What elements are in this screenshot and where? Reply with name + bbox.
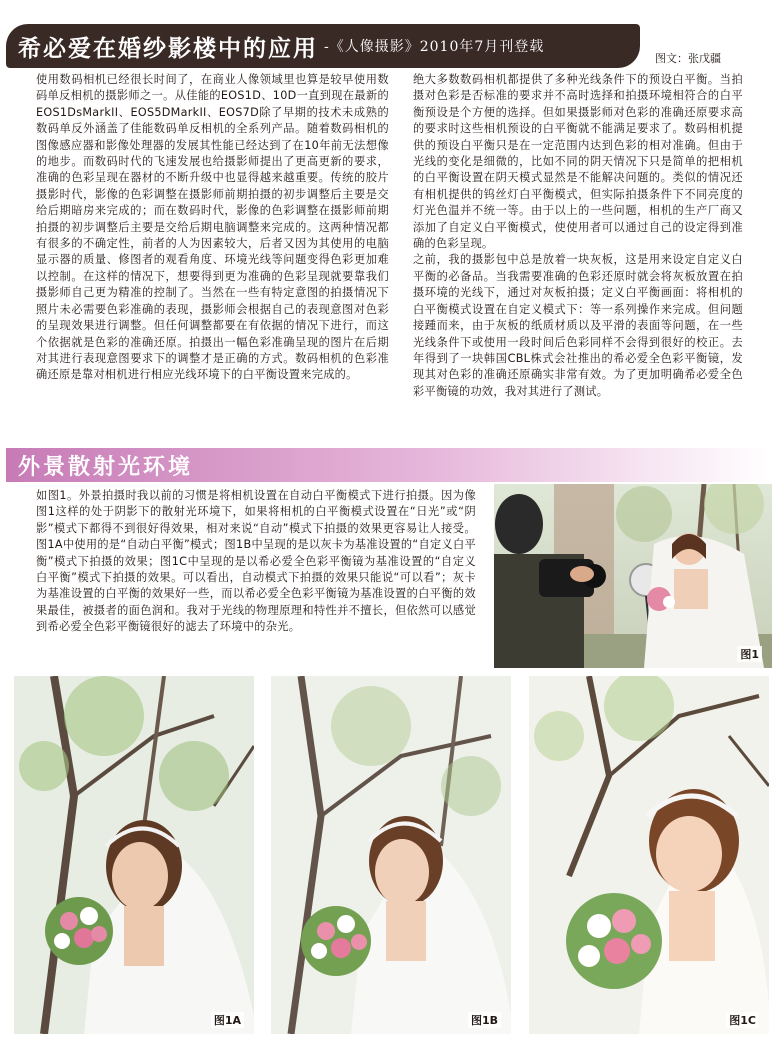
photo-figure-1b-image — [271, 676, 511, 1034]
photo-figure-1b — [271, 676, 511, 1034]
title-bar — [6, 24, 640, 68]
article-subtitle: -《人像摄影》2010年7月刊登载 — [324, 39, 545, 55]
figure-label: 图1 — [737, 646, 762, 662]
paragraph: 之前，我的摄影包中总是放着一块灰板，这是用来设定自定义白平衡的必备品。当我需要准确的色彩还原时就会将灰板放置在拍摄环境的光线下，通过对灰板拍摄；定义白平衡画面：将相机的白平衡模式设置在自定义模式下：等一系列操作来完成。但问题接踵而来，由于灰板的纸质材质以及平滑的表面等问题，在一些光线条件下或使用一段时间后色彩同样不会得到很好的校正。去年得到了一块韩国CBL株式会社推出的希必爱全色彩平衡镜，发现其对色彩的准确还原确实非常有效。为了更加明确希必爱全色彩平衡镜的功效，我对其进行了测试。 — [413, 253, 743, 398]
paragraph: 使用数码相机已经很长时间了，在商业人像领域里也算是较早使用数码单反相机的摄影师之一。从佳能的EOS1D、10D一直到现在最新的EOS1DsMarkII、EOS5DMarkII、EOS7D除了早期的技术未成熟的数码单反外涵盖了佳能数码单反相机的全系列产品。随着数码相机的图像感应器和影像处理器的发展其性能已经达到了在10年前无法想像的地步。而数码时代的飞速发展也给摄影师提出了更高更新的要求，准确的色彩呈现在器材的不断升级中也显得越来越重要。传统的胶片摄影时代，影像的色彩调整在摄影师前期拍摄的初步调整后主要是交给后期暗房来完成的；而在数码时代，影像的色彩调整在摄影师前期拍摄的初步调整后主要是交给后期电脑调整来完成的。这两种情况都有很多的不确定性，前者的人为因素较大，后者又因为其使用的电脑显示器的质量、修图者的观看角度、环境光线等问题变得色彩更加难以控制。在这样的情况下，想要得到更为准确的色彩呈现就要靠我们摄影师自己更为精准的控制了。当然在一些有特定意图的拍摄情况下照片未必需要色彩准确的表现，摄影师会根据自己的表现意图对色彩的呈现效果进行调整。但任何调整都要在有依据的情况下进行，而这个依据就是色彩的准确还原。拍摄出一幅色彩准确呈现的图片在后期对其进行表现意图要求下的调整才是正确的方式。数码相机的色彩准确还原是靠对相机进行相应光线环境下的白平衡设置来完成的。 — [36, 73, 389, 382]
photo-figure-1a-image — [14, 676, 254, 1034]
photo-figure-1-image — [494, 484, 772, 668]
photo-figure-1a — [14, 676, 254, 1034]
figure-label: 图1B — [468, 1012, 501, 1028]
photo-figure-1c — [529, 676, 769, 1034]
photo-figure-1 — [494, 484, 772, 668]
article-title: 希必爱在婚纱影楼中的应用 — [18, 34, 318, 62]
section-body — [36, 488, 476, 636]
paragraph: 如图1。外景拍摄时我以前的习惯是将相机设置在自动白平衡模式下进行拍摄。因为像图1这样的处于阴影下的散射光环境下，如果将相机的白平衡模式设置在“日光”或“阴影”模式下都得不到很好得效果，相对来说“自动”模式下拍摄的效果更容易让人接受。图1A中使用的是“自动白平衡”模式；图1B中呈现的是以灰卡为基准设置的“自定义白平衡”模式下拍摄的效果；图1C中呈现的是以希必爱全色彩平衡镜为基准设置的“自定义白平衡”模式下拍摄的效果。可以看出，自动模式下拍摄的效果只能说“可以看”；灰卡为基准设置的白平衡的效果好一些，而以希必爱全色彩平衡镜为基准设置的白平衡的效果最佳，被摄者的面色润和。我对于光线的物理原理和特性并不擅长，但依然可以感觉到希必爱全色彩平衡镜很好的滤去了环境中的杂光。 — [36, 489, 476, 634]
section-title: 外景散射光环境 — [18, 454, 194, 480]
photo-figure-1c-image — [529, 676, 769, 1034]
author-credit: 图文：张戊疆 — [655, 52, 721, 65]
paragraph: 绝大多数数码相机都提供了多种光线条件下的预设白平衡。当拍摄对色彩是否标准的要求并不高时选择和拍摄环境相符合的白平衡预设是个方便的选择。但如果摄影师对色彩的准确还原要求高的要求时这些相机预设的白平衡就不能满足要求了。数码相机提供的预设白平衡只是在一定范围内达到色彩的相对准确。但由于光线的变化是细微的，比如不同的阴天情况下只是简单的把相机的白平衡设置在阴天模式显然是不能解决问题的。类似的情况还有相机提供的钨丝灯白平衡模式，但实际拍摄条件下不同亮度的灯光色温并不统一等。由于以上的一些问题，相机的生产厂商又添加了自定义白平衡模式，使使用者可以通过自己的设定得到准确的色彩呈现。 — [413, 73, 743, 251]
intro-column-right — [413, 72, 743, 400]
figure-label: 图1C — [726, 1012, 759, 1028]
intro-column-left — [36, 72, 389, 384]
figure-label: 图1A — [211, 1012, 244, 1028]
section-heading-bar — [6, 448, 770, 482]
